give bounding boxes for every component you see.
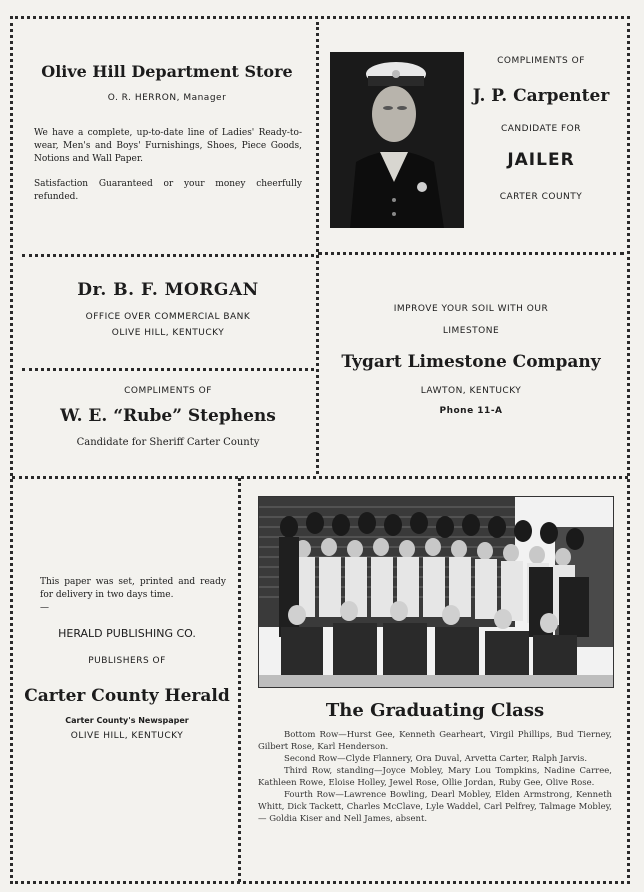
herald-tagline: Carter County's Newspaper xyxy=(65,716,189,725)
olive-hill-paragraph-2: Satisfaction Guaranteed or your money cheerfully refunded. xyxy=(34,179,302,202)
stephens-line: Candidate for Sheriff Carter County xyxy=(76,437,260,448)
tygart-location: LAWTON, KENTUCKY xyxy=(420,386,522,396)
herald-ad xyxy=(22,560,232,860)
graduating-title: The Graduating Class xyxy=(325,700,545,721)
divider-morgan-stephens xyxy=(22,368,314,371)
tygart-line-1: IMPROVE YOUR SOIL WITH OUR xyxy=(393,304,549,314)
carpenter-compliments: COMPLIMENTS OF xyxy=(497,56,585,66)
tygart-name: Tygart Limestone Company xyxy=(341,352,601,372)
carpenter-ad xyxy=(470,52,612,232)
divider-olive-morgan xyxy=(22,254,314,257)
graduating-class-photo xyxy=(258,496,614,688)
olive-hill-title: Olive Hill Department Store xyxy=(41,62,293,81)
morgan-ad xyxy=(22,268,314,364)
divider-carpenter-tygart xyxy=(318,252,624,255)
class-photo-illustration xyxy=(259,497,613,687)
tygart-ad xyxy=(318,268,624,468)
stephens-ad xyxy=(22,378,314,470)
carpenter-name: J. P. Carpenter xyxy=(472,86,610,106)
stephens-name: W. E. “Rube” Stephens xyxy=(60,406,276,426)
carpenter-county: CARTER COUNTY xyxy=(499,192,583,202)
divider-middle xyxy=(12,476,628,479)
carpenter-candidate: CANDIDATE FOR xyxy=(500,124,582,134)
herald-dash: — xyxy=(40,603,49,613)
olive-hill-paragraph-1: We have a complete, up-to-date line of Ladies' Ready-to-wear, Men's and Boys' Furnishings, Shoes, Piece Goods, Notions and Wall Paper. xyxy=(34,128,302,164)
herald-publishers: PUBLISHERS OF xyxy=(88,656,166,666)
morgan-line-1: OFFICE OVER COMMERCIAL BANK xyxy=(85,312,251,322)
olive-hill-ad xyxy=(22,40,312,245)
divider-vertical-bottom xyxy=(238,478,241,882)
herald-notice: This paper was set, printed and ready for delivery in two days time. xyxy=(40,577,226,600)
morgan-line-2: OLIVE HILL, KENTUCKY xyxy=(111,328,225,338)
stephens-compliments: COMPLIMENTS OF xyxy=(124,386,212,396)
graduating-third-row: Third Row, standing—Joyce Mobley, Mary Lou Tompkins, Nadine Carree, Kathleen Rowe, Eloise Holley, Jewel Rose, Ollie Jordan, Ruby Gee, Olive Rose. xyxy=(258,766,612,788)
tygart-line-2: LIMESTONE xyxy=(442,326,500,336)
herald-city: OLIVE HILL, KENTUCKY xyxy=(70,731,184,741)
graduating-section xyxy=(258,700,612,825)
carpenter-portrait xyxy=(330,52,464,228)
morgan-name: Dr. B. F. MORGAN xyxy=(77,280,259,300)
graduating-second-row: Second Row—Clyde Flannery, Ora Duval, Arvetta Carter, Ralph Jarvis. xyxy=(284,754,588,764)
herald-paper: Carter County Herald xyxy=(24,686,230,706)
graduating-fourth-row: Fourth Row—Lawrence Bowling, Dearl Mobley, Elden Armstrong, Kenneth Whitt, Dick Tackett, Charles McClave, Lyle Waddel, Carl Pelfrey, Talmage Mobley, — Goldia Kiser and Nell James, absent. xyxy=(258,790,612,824)
graduating-bottom-row: Bottom Row—Hurst Gee, Kenneth Gearheart, Virgil Phillips, Bud Tierney, Gilbert Rose, Karl Henderson. xyxy=(258,730,612,752)
olive-hill-manager: O. R. HERRON, Manager xyxy=(107,93,227,103)
tygart-phone: Phone 11-A xyxy=(439,406,503,416)
herald-company: HERALD PUBLISHING CO. xyxy=(58,627,196,640)
carpenter-office: JAILER xyxy=(507,150,575,170)
